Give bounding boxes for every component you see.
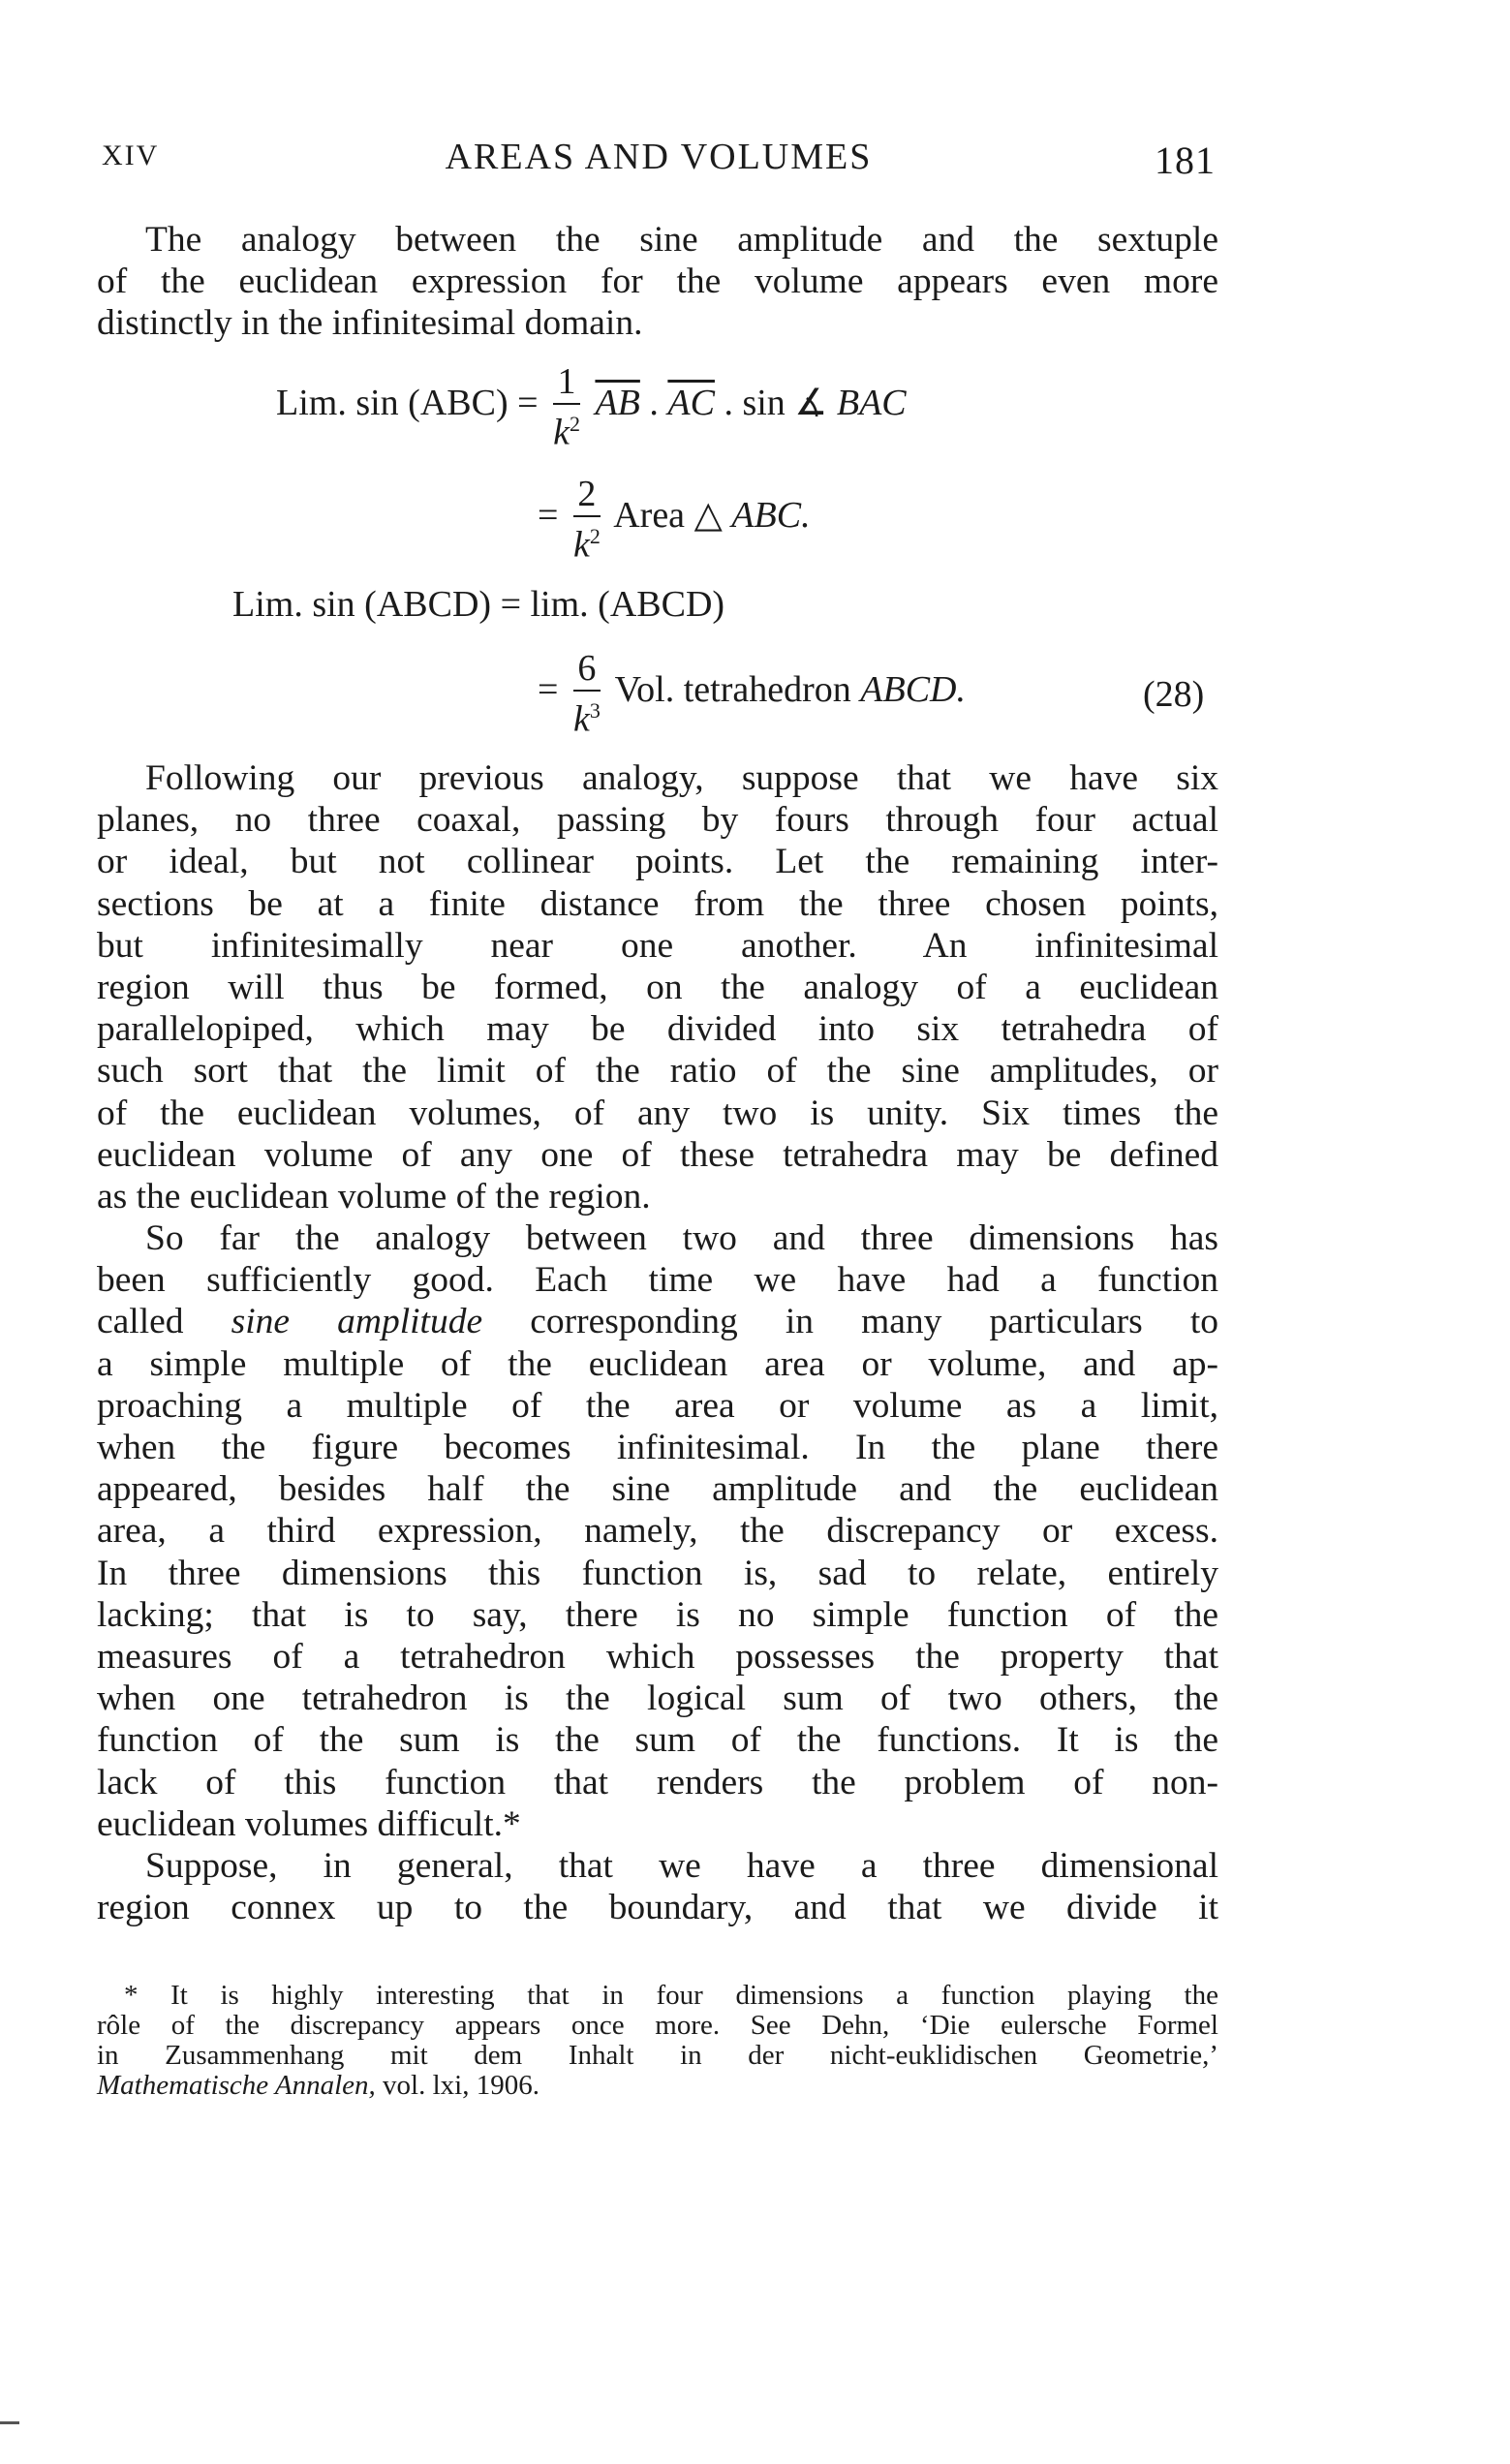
text-line: region connex up to the boundary, and that we divide it	[97, 1888, 1218, 1928]
footnote-line: in Zusammenhang mit dem Inhalt in der nicht-euklidischen Geometrie,’	[97, 2040, 1218, 2071]
denominator-base: k	[572, 698, 590, 740]
page-title: AREAS AND VOLUMES	[445, 137, 873, 177]
angle-bac: BAC	[836, 383, 907, 424]
eq3-rhs: lim. (ABCD)	[530, 584, 725, 625]
text-line: of the euclidean volumes, of any two is unity. Six times the	[97, 1093, 1218, 1133]
footnote-line: * It is highly interesting that in four dimensions a function playing the	[124, 1980, 1218, 2011]
text-line: In three dimensions this function is, sad to relate, entirely	[97, 1553, 1218, 1593]
text-line: as the euclidean volume of the region.	[97, 1177, 651, 1217]
text-line: of the euclidean expression for the volume appears even more	[97, 262, 1218, 302]
numerator: 2	[573, 473, 601, 517]
text-line: measures of a tetrahedron which possesses the property that	[97, 1637, 1218, 1678]
text-line: a simple multiple of the euclidean area or volume, and ap-	[97, 1343, 1218, 1384]
equation-4	[538, 647, 966, 739]
text-line	[97, 1301, 1218, 1342]
eq1-lhs: Lim. sin (ABC)	[276, 383, 508, 424]
text-line: lacking; that is to say, there is no simple function of the	[97, 1594, 1218, 1635]
triangle-icon: △	[693, 495, 723, 537]
text-line: distinctly in the infinitesimal domain.	[97, 303, 643, 344]
text-line: when the figure becomes infinitesimal. In the plane there	[97, 1428, 1218, 1468]
equation-2	[538, 473, 811, 565]
text-line: such sort that the limit of the ratio of the sine amplitudes, or	[97, 1051, 1218, 1092]
text-line: area, a third expression, namely, the discrepancy or excess.	[97, 1511, 1218, 1552]
equation-number: (28)	[1143, 674, 1205, 715]
text-line: euclidean volumes difficult.*	[97, 1803, 521, 1844]
equals-sign: =	[517, 383, 539, 424]
text-line: appeared, besides half the sine amplitude and the euclidean	[97, 1469, 1218, 1510]
text-fragment: corresponding in many particulars to	[530, 1302, 1219, 1342]
eq3-lhs: Lim. sin (ABCD)	[232, 584, 492, 625]
text-line: lack of this function that renders the problem of non-	[97, 1762, 1218, 1802]
denominator	[573, 517, 601, 565]
text-line: but infinitesimally near one another. An infinitesimal	[97, 925, 1218, 966]
equals-sign: =	[538, 495, 559, 537]
journal-volume: vol. lxi, 1906.	[383, 2070, 539, 2101]
numerator: 6	[573, 647, 601, 692]
denominator-exponent: 3	[589, 698, 601, 723]
journal-title: Mathematische Annalen,	[97, 2070, 376, 2101]
text-line: when one tetrahedron is the logical sum of two others, the	[97, 1679, 1218, 1719]
text-line: planes, no three coaxal, passing by fours through four actual	[97, 800, 1218, 841]
text-line: The analogy between the sine amplitude and the sextuple	[145, 220, 1218, 260]
footnote-line: rôle of the discrepancy appears once more. See Dehn, ‘Die eulersche Formel	[97, 2010, 1218, 2041]
segment-ab: $\overline{AB}$	[595, 383, 640, 424]
text-line: function of the sum is the sum of the functions. It is the	[97, 1720, 1218, 1761]
tetrahedron-abcd: ABCD.	[860, 669, 966, 711]
text-line: Following our previous analogy, suppose that we have six	[145, 758, 1218, 798]
text-line: So far the analogy between two and three dimensions has	[145, 1218, 1218, 1258]
denominator	[553, 405, 580, 452]
denominator-base: k	[553, 412, 570, 453]
text-line: sections be at a finite distance from the three chosen points,	[97, 883, 1218, 924]
denominator-base: k	[572, 524, 590, 566]
equation-1	[276, 360, 907, 452]
text-line: euclidean volume of any one of these tetrahedra may be defined	[97, 1134, 1218, 1175]
volume-label: Vol. tetrahedron	[614, 669, 851, 711]
segment-ac: $\overline{AC}$	[667, 383, 715, 424]
area-label: Area	[613, 495, 686, 537]
emphasis-term: sine amplitude	[231, 1302, 483, 1342]
text-line: Suppose, in general, that we have a three dimensional	[145, 1846, 1218, 1886]
text-line: parallelopiped, which may be divided into six tetrahedra of	[97, 1009, 1218, 1050]
denominator-exponent: 2	[589, 524, 601, 548]
dot: .	[649, 383, 659, 424]
scan-edge-mark	[0, 2421, 19, 2424]
text-line: been sufficiently good. Each time we have had a function	[97, 1260, 1218, 1301]
text-line: proaching a multiple of the area or volume as a limit,	[97, 1385, 1218, 1426]
running-header	[102, 136, 1216, 194]
equals-sign: =	[538, 669, 559, 711]
text-line: or ideal, but not collinear points. Let the remaining inter-	[97, 842, 1218, 882]
angle-icon: ∡	[794, 383, 828, 424]
sin-label: . sin	[724, 383, 786, 424]
paragraph-2	[97, 1217, 1218, 1845]
intro-paragraph	[97, 219, 1218, 345]
text-line: region will thus be formed, on the analogy of a euclidean	[97, 968, 1218, 1008]
equation-3	[232, 583, 724, 626]
footnote	[97, 1981, 1218, 2101]
footnote-line	[97, 2071, 1218, 2101]
text-fragment: called	[97, 1302, 184, 1342]
numerator: 1	[553, 360, 580, 405]
chapter-number: XIV	[102, 139, 160, 171]
page-number: 181	[1155, 139, 1216, 182]
denominator	[573, 692, 601, 739]
fraction	[573, 647, 601, 739]
paragraph-1	[97, 757, 1218, 1217]
fraction	[573, 473, 601, 565]
paragraph-3	[97, 1845, 1218, 1928]
equals-sign: =	[500, 584, 521, 625]
fraction	[553, 360, 580, 452]
denominator-exponent: 2	[569, 412, 580, 436]
triangle-abc: ABC.	[731, 495, 811, 537]
